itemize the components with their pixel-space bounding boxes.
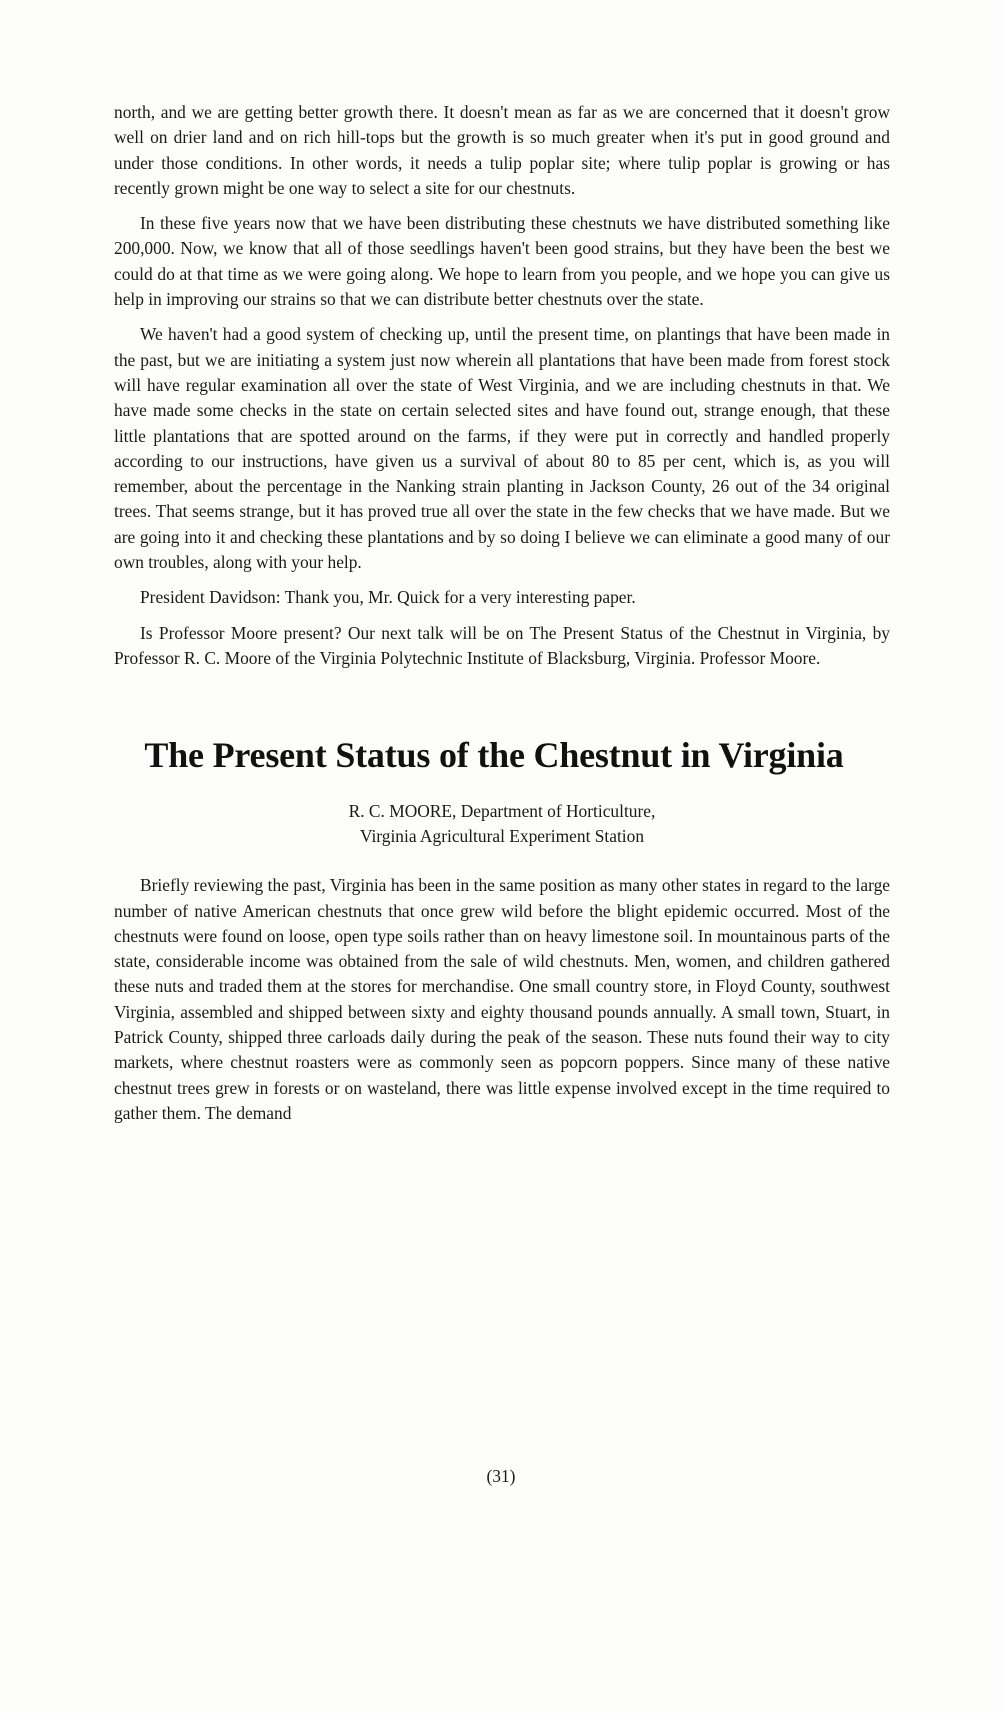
continuation-paragraph-2: In these five years now that we have been distributing these chestnuts we have distributed something like 200,000. Now, we know that all of those seedlings haven't been good strains, but they have been the best we could do at that time as we were going along. We hope to learn from you people, and we hope you can give us help in improving our strains so that we can distribute better chestnuts over the state.	[114, 213, 890, 310]
article-byline	[114, 799, 890, 849]
page-number: (31)	[486, 1466, 516, 1486]
article-paragraph-1: Briefly reviewing the past, Virginia has been in the same position as many other states in regard to the large number of native American chestnuts that once grew wild before the blight epidemic occurred. Most of the chestnuts were found on loose, open type soils rather than on heavy limestone soil. In mountainous parts of the state, considerable income was obtained from the sale of wild chestnuts. Men, women, and children gathered these nuts and traded them at the stores for merchandise. One small country store, in Floyd County, southwest Virginia, assembled and shipped between sixty and eighty thousand pounds annually. A small town, Stuart, in Patrick County, shipped three carloads daily during the peak of the season. These nuts found their way to city markets, where chestnut roasters were as commonly seen as popcorn poppers. Since many of these native chestnut trees grew in forests or on wasteland, there was little expense involved except in the time required to gather them. The demand	[114, 875, 890, 1123]
text-column	[114, 100, 890, 1126]
continuation-paragraph-5: Is Professor Moore present? Our next talk will be on The Present Status of the Chestnut in Virginia, by Professor R. C. Moore of the Virginia Polytechnic Institute of Blacksburg, Virginia. Professor Moore.	[114, 622, 890, 668]
continuation-paragraph-4: President Davidson: Thank you, Mr. Quick for a very interesting paper.	[140, 587, 636, 608]
continuation-paragraph-3: We haven't had a good system of checking up, until the present time, on plantings that have been made in the past, but we are initiating a system just now wherein all plantations that have been made from forest stock will have regular examination all over the state of West Virginia, and we are including chestnuts in that. We have made some checks in the state on certain selected sites and have found out, strange enough, that these little plantations that are spotted around on the farms, if they were put in correctly and handled properly according to our instructions, have given us a survival of about 80 to 85 per cent, which is, as you will remember, about the percentage in the Nanking strain planting in Jackson County, 26 out of the 34 original trees. That seems strange, but it has proved true all over the state in the few checks that we have made. But we are going into it and checking these plantations and by so doing I believe we can eliminate a good many of our own troubles, along with your help.	[114, 324, 890, 573]
article-title: The Present Status of the Chestnut in Virginia	[144, 735, 844, 776]
byline-author-department: R. C. MOORE, Department of Horticulture,	[348, 801, 656, 822]
byline-station: Virginia Agricultural Experiment Station	[359, 826, 645, 847]
continuation-paragraph-1: north, and we are getting better growth there. It doesn't mean as far as we are concerned that it doesn't grow well on drier land and on rich hill-tops but the growth is so much greater when it's put in good ground and under those conditions. In other words, it needs a tulip poplar site; where tulip poplar is growing or has recently grown might be one way to select a site for our chestnuts.	[114, 102, 890, 198]
